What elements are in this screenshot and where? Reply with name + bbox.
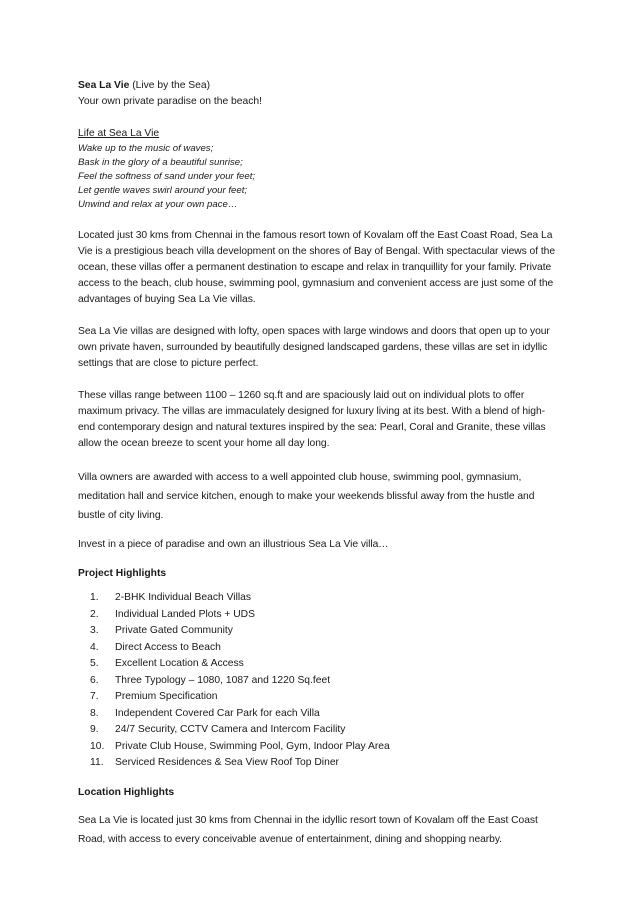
- list-item: [78, 640, 560, 657]
- list-item: [78, 623, 560, 640]
- list-text: Private Gated Community: [115, 625, 233, 636]
- list-item: [78, 590, 560, 607]
- poem-line: Unwind and relax at your own pace…: [78, 199, 238, 210]
- list-text: Direct Access to Beach: [115, 641, 221, 653]
- list-number: 8.: [90, 707, 99, 719]
- list-number: 4.: [90, 641, 99, 653]
- paragraph-invest: Invest in a piece of paradise and own an illustrious Sea La Vie villa…: [78, 539, 389, 550]
- project-highlights-list: [78, 590, 560, 772]
- list-text: Three Typology – 1080, 1087 and 1220 Sq.feet: [115, 674, 331, 686]
- location-highlights-heading: Location Highlights: [78, 786, 175, 798]
- poem-line: Feel the softness of sand under your feet;: [78, 171, 256, 182]
- list-number: 7.: [90, 691, 99, 702]
- brand-name: Sea La Vie: [78, 80, 130, 91]
- list-number: 2.: [90, 608, 99, 620]
- list-item: [78, 689, 560, 706]
- list-text: 2-BHK Individual Beach Villas: [115, 592, 252, 603]
- list-item: [78, 706, 560, 723]
- life-heading: Life at Sea La Vie: [78, 128, 160, 139]
- list-item: [78, 673, 560, 690]
- list-text: Serviced Residences & Sea View Roof Top Diner: [115, 757, 339, 768]
- list-number: 9.: [90, 724, 99, 735]
- list-item: [78, 656, 560, 673]
- paragraph-size: These villas range between 1100 – 1260 sq.ft and are spaciously laid out on individual plots to offer maximum privacy. The villas are immaculately designed for luxury living at its best. With a blend of high-end contemporary design and natural textures inspired by the sea: Pearl, Coral and Granite, these villas allow the ocean breeze to scent your home all day long.: [78, 390, 546, 449]
- document-subtitle: Your own private paradise on the beach!: [78, 96, 262, 107]
- list-item: [78, 722, 560, 739]
- list-text: Excellent Location & Access: [115, 658, 244, 669]
- list-number: 3.: [90, 625, 99, 636]
- brand-tagline: (Live by the Sea): [132, 80, 211, 91]
- list-text: Premium Specification: [115, 691, 218, 702]
- poem-line: Wake up to the music of waves;: [78, 143, 214, 154]
- list-number: 10.: [90, 740, 105, 752]
- project-highlights-heading: Project Highlights: [78, 568, 167, 579]
- document-content: [78, 78, 560, 849]
- list-text: Private Club House, Swimming Pool, Gym, Indoor Play Area: [115, 740, 390, 752]
- list-text: 24/7 Security, CCTV Camera and Intercom Facility: [115, 724, 346, 735]
- list-item: [78, 755, 560, 772]
- document-title: [78, 78, 560, 94]
- poem-line: Let gentle waves swirl around your feet;: [78, 185, 248, 196]
- list-number: 1.: [90, 592, 99, 603]
- list-item: [78, 739, 560, 756]
- list-number: 11.: [90, 757, 104, 768]
- list-text: Independent Covered Car Park for each Villa: [115, 707, 320, 719]
- poem-line: Bask in the glory of a beautiful sunrise;: [78, 157, 243, 168]
- paragraph-design: Sea La Vie villas are designed with lofty, open spaces with large windows and doors that open up to your own private haven, surrounded by beautifully designed landscaped gardens, these villas are set in idyllic settings that are close to picture perfect.: [78, 326, 550, 369]
- list-text: Individual Landed Plots + UDS: [115, 608, 255, 620]
- paragraph-location-intro: Located just 30 kms from Chennai in the famous resort town of Kovalam off the East Coast Road, Sea La Vie is a prestigious beach villa development on the shores of Bay of Bengal. With spectacular views of the ocean, these villas offer a permanent destination to escape and relax in tranquillity for your family. Private access to the beach, club house, swimming pool, gymnasium and convenient access are just some of the advantages of buying Sea La Vie villas.: [78, 230, 556, 305]
- paragraph-amenities: Villa owners are awarded with access to a well appointed club house, swimming pool, gymnasium, meditation hall and service kitchen, enough to make your weekends blissful away from the hustle and bustle of city living.: [78, 472, 535, 521]
- list-number: 5.: [90, 658, 99, 669]
- location-highlights-text: Sea La Vie is located just 30 kms from Chennai in the idyllic resort town of Kovalam off the East Coast Road, with access to every conceivable avenue of entertainment, dining and shopping nearby.: [78, 814, 538, 845]
- list-number: 6.: [90, 674, 99, 686]
- list-item: [78, 607, 560, 624]
- life-poem: [78, 142, 560, 212]
